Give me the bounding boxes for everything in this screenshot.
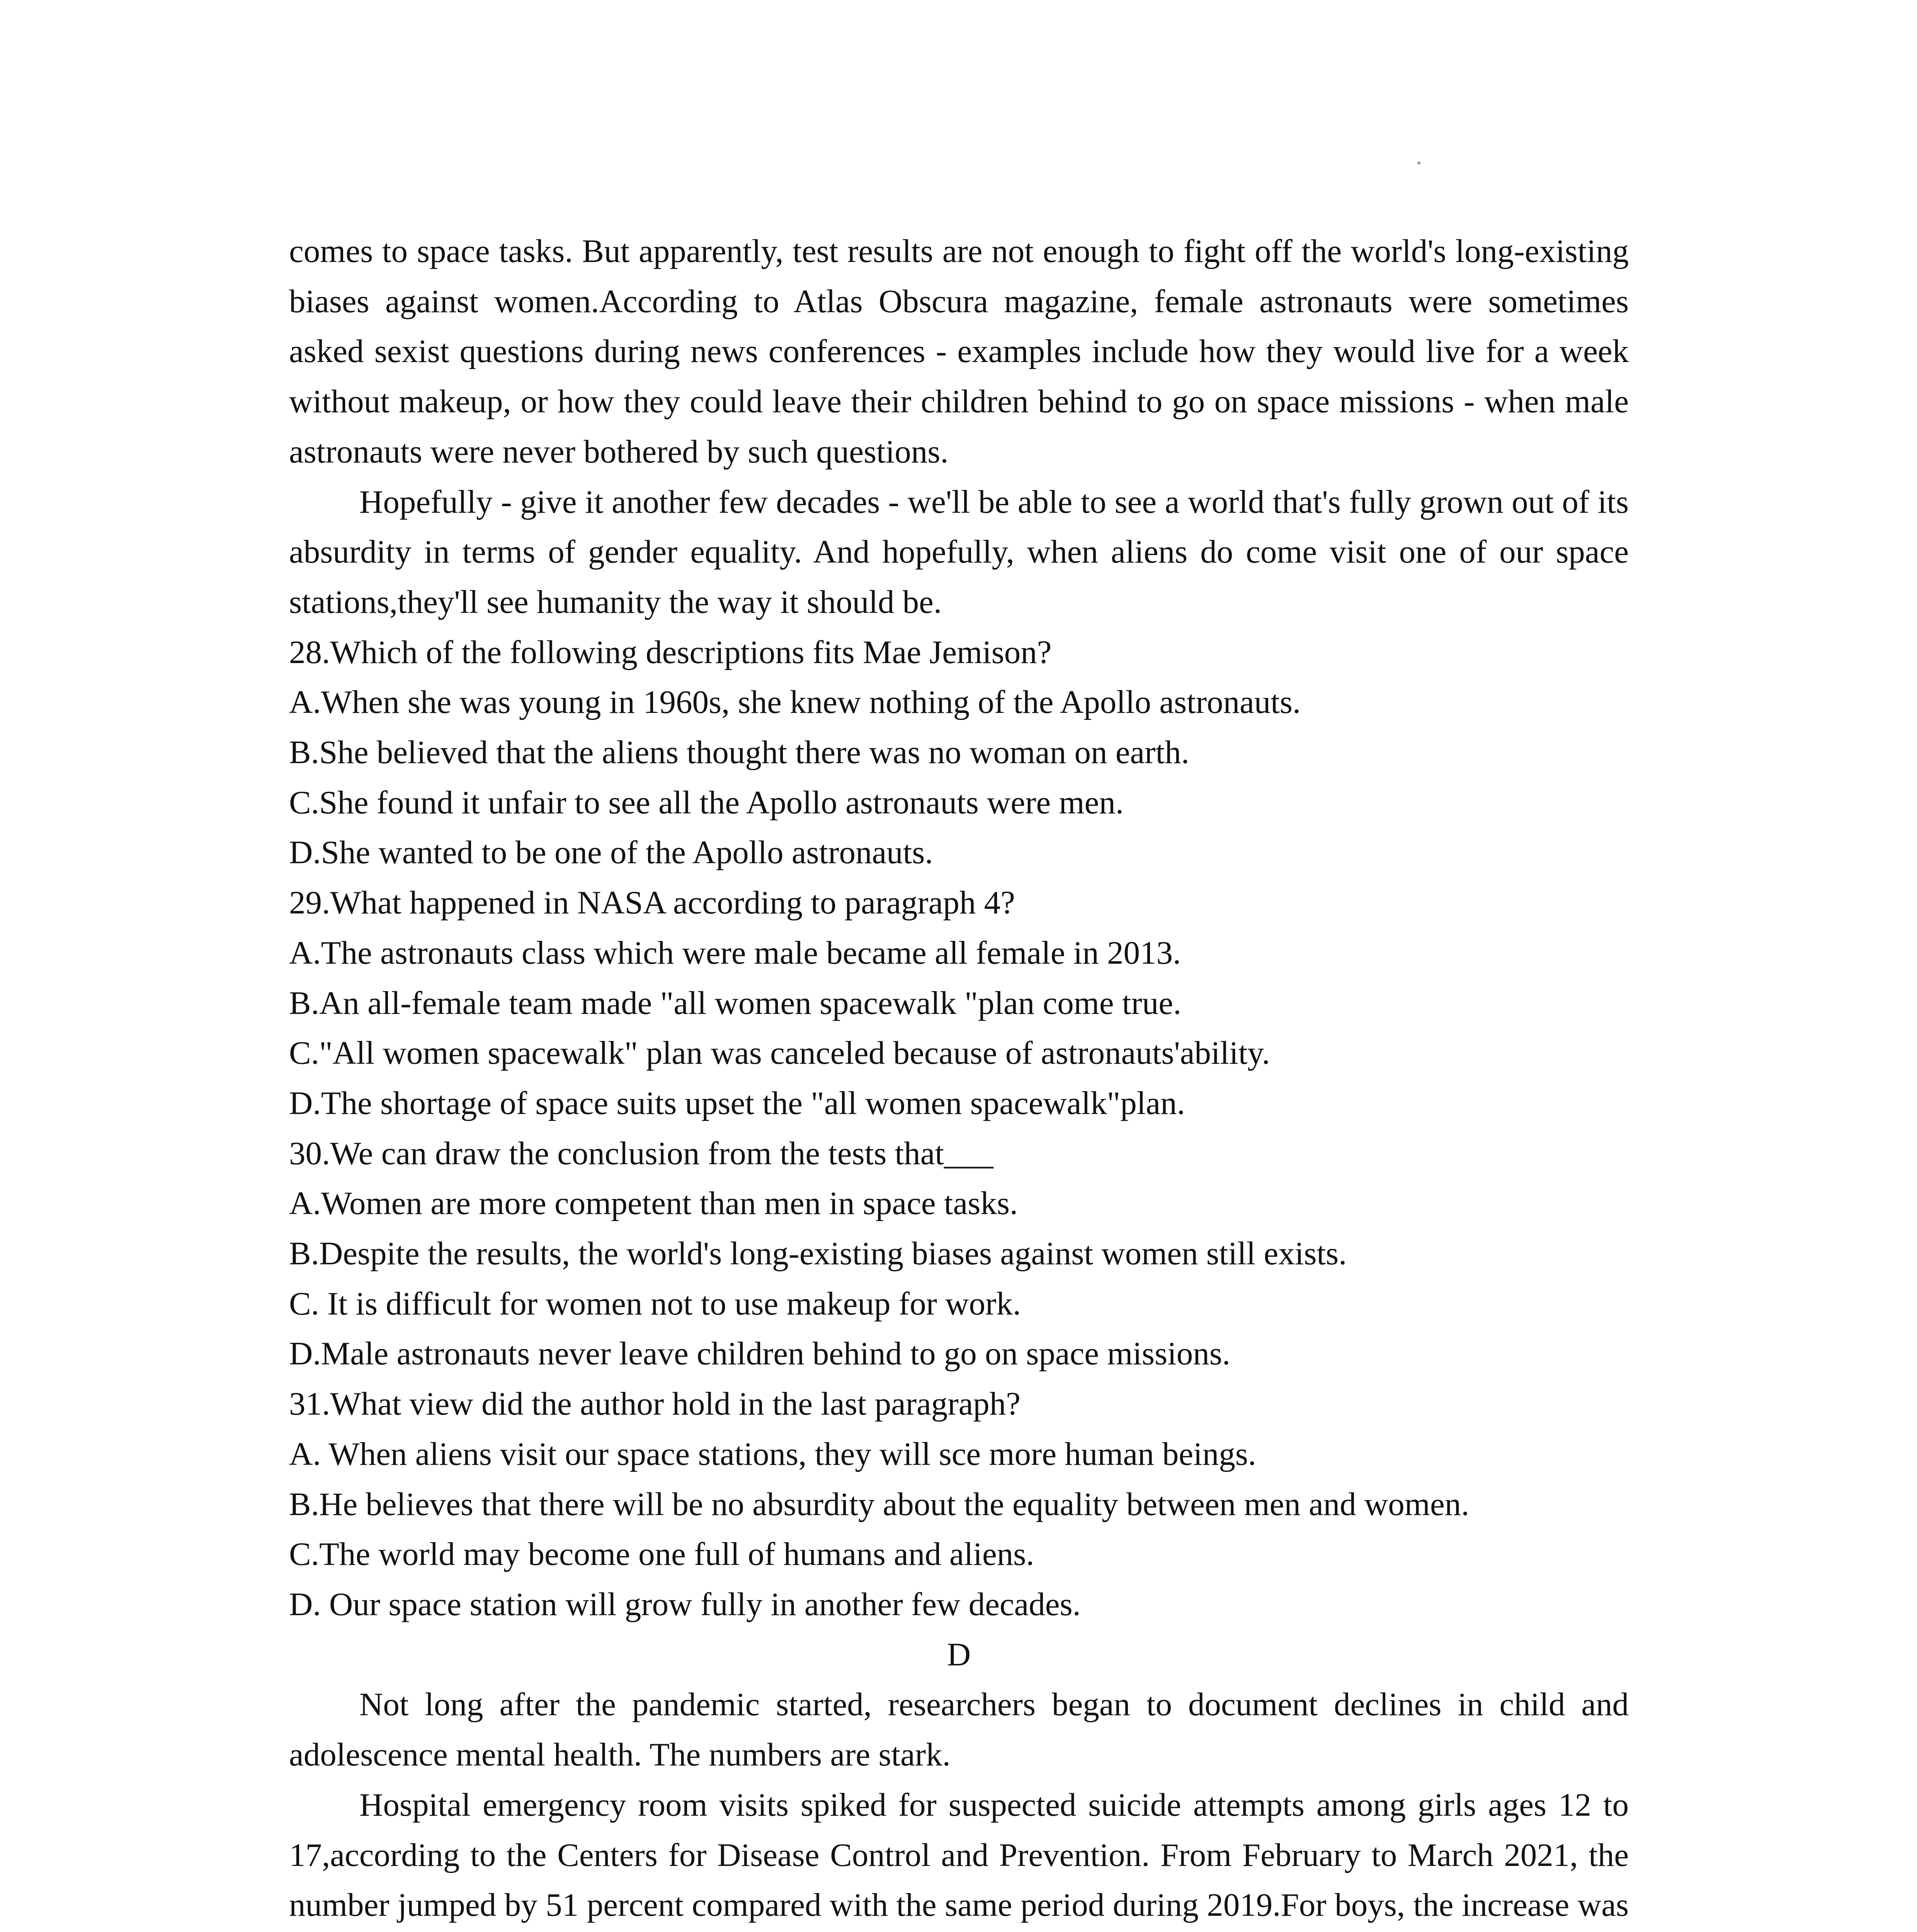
question-option: B.An all-female team made "all women spacewalk "plan come true. (289, 985, 1182, 1021)
question-option: D.She wanted to be one of the Apollo astronauts. (289, 834, 933, 871)
question-option: A. When aliens visit our space stations, they will sce more human beings. (289, 1435, 1257, 1472)
section-heading-d: D (947, 1636, 971, 1673)
question-option: C.The world may become one full of humans and aliens. (289, 1536, 1034, 1573)
question-option: B.He believes that there will be no absurdity about the equality between men and women. (289, 1486, 1470, 1522)
question-stem: 28.Which of the following descriptions fits Mae Jemison? (289, 634, 1052, 670)
question-option: A.The astronauts class which were male became all female in 2013. (289, 934, 1181, 971)
question-option: D. Our space station will grow fully in another few decades. (289, 1586, 1081, 1622)
passage-d-paragraph-2: Hospital emergency room visits spiked for suspected suicide attempts among girls ages 12 to 17,according to the Centers for Disease Control and Prevention. From February to March 2021, the number jumped by 51 percent compared with the same period during 2019.For boys, the increase was (289, 1786, 1629, 1923)
question-option: D.The shortage of space suits upset the "all women spacewalk"plan. (289, 1085, 1185, 1121)
passage-c-paragraph-1: comes to space tasks. But apparently, test results are not enough to fight off the world's long-existing biases against women.According to Atlas Obscura magazine, female astronauts were sometimes asked sexist questions during news conferences - examples include how they would live for a week without makeup, or how they could leave their children behind to go on space missions - when male astronauts were never bothered by such questions. (289, 233, 1629, 470)
decorative-dot (1417, 162, 1420, 165)
question-option: A.When she was young in 1960s, she knew nothing of the Apollo astronauts. (289, 684, 1301, 721)
passage-c-paragraph-2: Hopefully - give it another few decades - we'll be able to see a world that's fully grown out of its absurdity in terms of gender equality. And hopefully, when aliens do come visit one of our space stations,they'll see humanity the way it should be. (289, 483, 1629, 620)
question-stem: 30.We can draw the conclusion from the tests that___ (289, 1135, 993, 1172)
document-body (289, 226, 1629, 1932)
question-option: D.Male astronauts never leave children behind to go on space missions. (289, 1335, 1231, 1372)
question-stem: 31.What view did the author hold in the last paragraph? (289, 1386, 1021, 1422)
passage-d-paragraph-1: Not long after the pandemic started, researchers began to document declines in child and adolescence mental health. The numbers are stark. (289, 1686, 1629, 1773)
question-option: C.She found it unfair to see all the Apollo astronauts were men. (289, 784, 1124, 821)
question-option: B.Despite the results, the world's long-existing biases against women still exists. (289, 1235, 1347, 1272)
question-option: B.She believed that the aliens thought there was no woman on earth. (289, 734, 1189, 771)
question-option: A.Women are more competent than men in space tasks. (289, 1185, 1018, 1222)
question-option: C. It is difficult for women not to use makeup for work. (289, 1285, 1021, 1322)
question-option: C."All women spacewalk" plan was canceled because of astronauts'ability. (289, 1035, 1270, 1071)
question-stem: 29.What happened in NASA according to paragraph 4? (289, 884, 1015, 921)
